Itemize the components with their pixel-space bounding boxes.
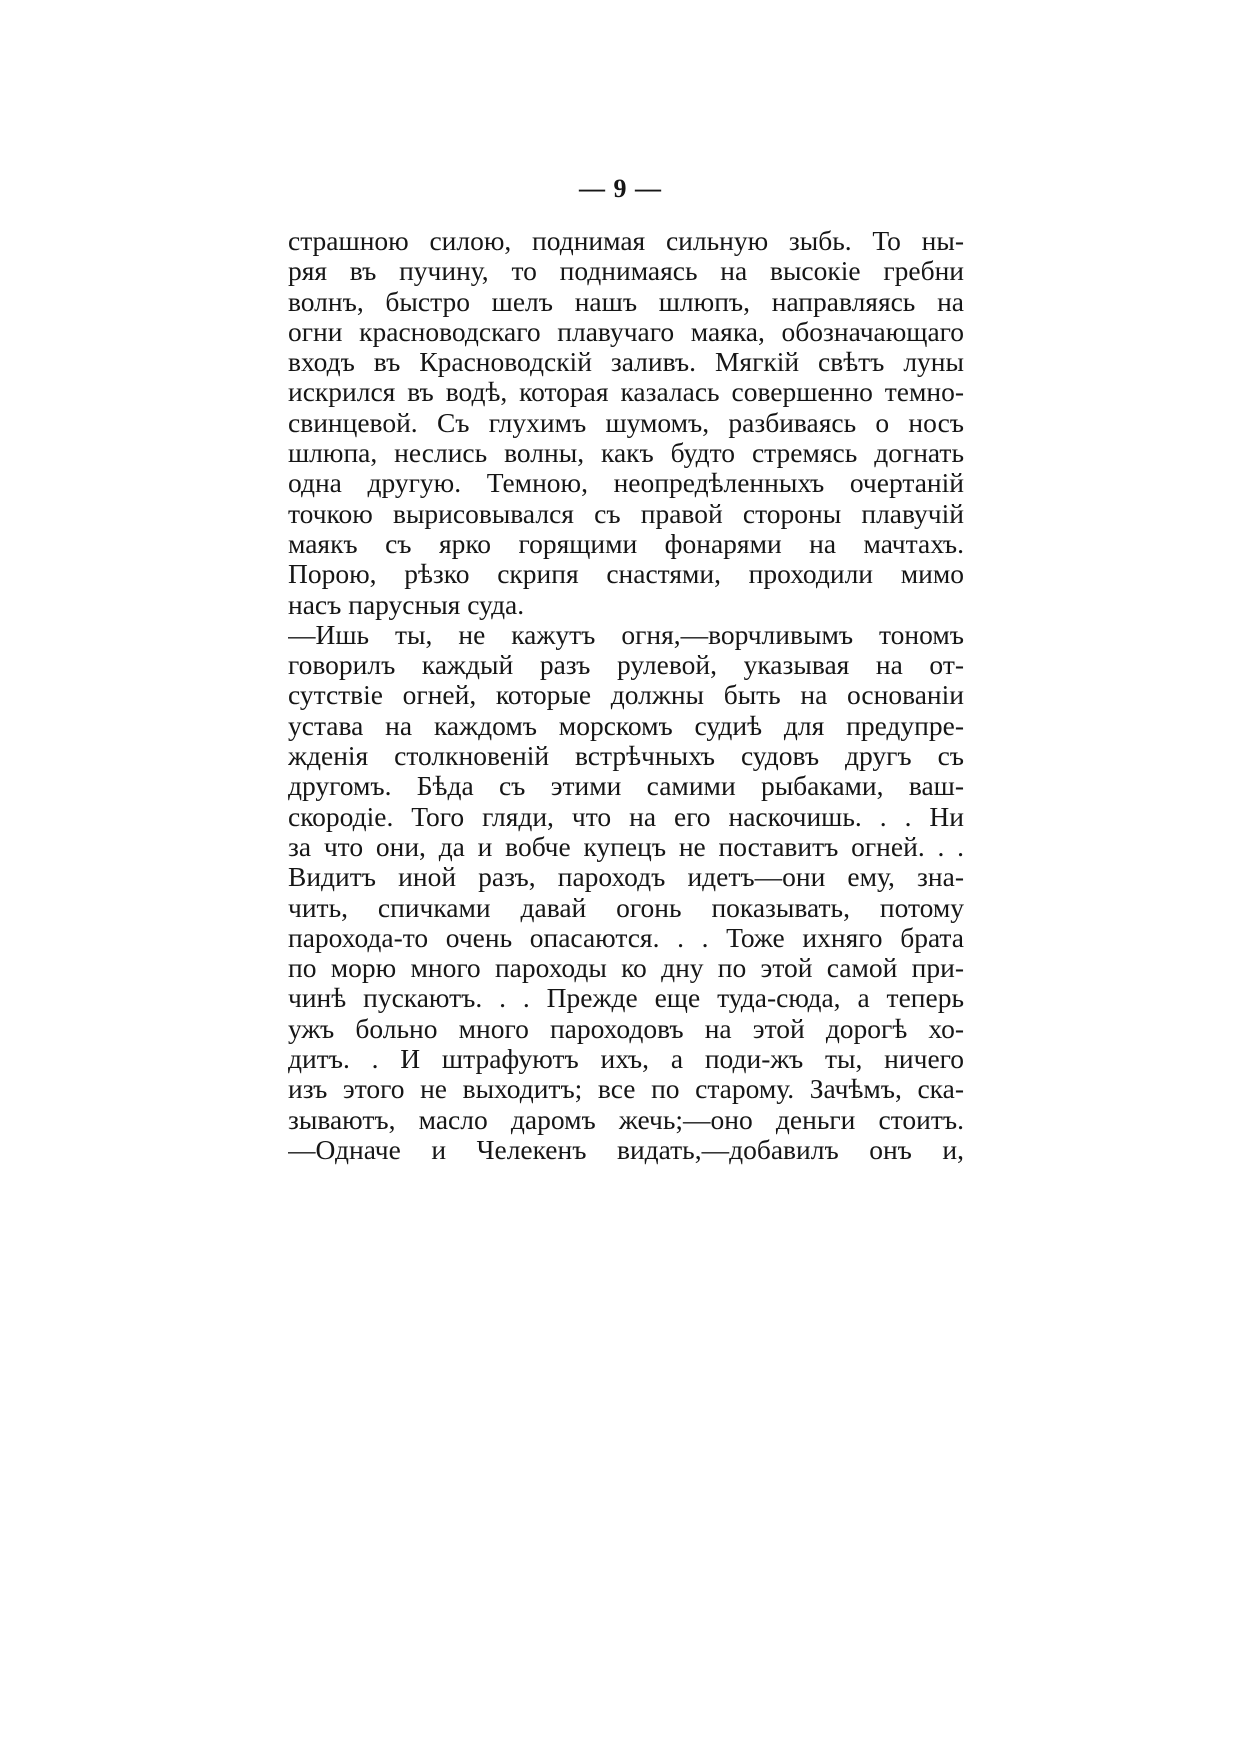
text-line: —Ишь ты, не кажутъ огня,—ворчливымъ тономъ [288, 619, 964, 650]
text-line: волнъ, быстро шелъ нашъ шлюпъ, направляясь на [288, 286, 964, 317]
text-line: чинѣ пускаютъ. . . Прежде еще туда-сюда, а теперь [288, 983, 964, 1014]
text-line: насъ парусныя суда. [288, 589, 525, 620]
page-number: — 9 — [579, 174, 662, 203]
text-line: искрился въ водѣ, которая казалась совершенно темно- [288, 377, 964, 408]
text-line: устава на каждомъ морскомъ судиѣ для предупре- [288, 710, 964, 741]
text-line: Видитъ иной разъ, пароходъ идетъ—они ему, зна- [288, 862, 964, 893]
text-line: парохода-то очень опасаются. . . Тоже ихняго брата [288, 922, 964, 953]
body-text [288, 226, 964, 1165]
text-line: ряя въ пучину, то поднимаясь на высокіе гребни [288, 256, 964, 287]
text-line: —Одначе и Челекенъ видать,—добавилъ онъ и, [288, 1134, 964, 1165]
text-line: говорилъ каждый разъ рулевой, указывая на от- [288, 650, 964, 681]
text-line: входъ въ Красноводскій заливъ. Мягкій свѣтъ луны [288, 347, 964, 378]
text-line: шлюпа, неслись волны, какъ будто стремясь догнать [288, 438, 964, 469]
text-line: жденія столкновеній встрѣчныхъ судовъ другъ съ [288, 741, 964, 772]
text-line: огни красноводскаго плавучаго маяка, обозначающаго [288, 316, 964, 347]
text-line: за что они, да и вобче купецъ не поставитъ огней. . . [288, 831, 964, 862]
text-line: свинцевой. Съ глухимъ шумомъ, разбиваясь о носъ [288, 407, 964, 438]
text-line: ужъ больно много пароходовъ на этой дорогѣ хо- [288, 1013, 964, 1044]
text-line: скородіе. Того гляди, что на его наскочишь. . . Ни [288, 801, 964, 832]
text-line: чить, спичками давай огонь показывать, потому [288, 892, 964, 923]
text-line: сутствіе огней, которые должны быть на основаніи [288, 680, 964, 711]
text-line: дитъ. . И штрафуютъ ихъ, а поди-жъ ты, ничего [288, 1044, 964, 1075]
text-line: зываютъ, масло даромъ жечь;—оно деньги стоитъ. [288, 1104, 964, 1135]
paragraph-1 [288, 226, 964, 620]
text-line: изъ этого не выходитъ; все по старому. Зачѣмъ, ска- [288, 1074, 964, 1105]
text-line: одна другую. Темною, неопредѣленныхъ очертаній [288, 468, 964, 499]
paragraph-2 [288, 620, 964, 1165]
text-line: маякъ съ ярко горящими фонарями на мачтахъ. [288, 528, 964, 559]
text-line: другомъ. Бѣда съ этими самими рыбаками, ваш- [288, 771, 964, 802]
text-line: по морю много пароходы ко дну по этой самой при- [288, 953, 964, 984]
text-line: страшною силою, поднимая сильную зыбь. То ны- [288, 226, 964, 256]
text-line: точкою вырисовывался съ правой стороны плавучій [288, 498, 964, 529]
text-line: Порою, рѣзко скрипя снастями, проходили мимо [288, 559, 964, 590]
